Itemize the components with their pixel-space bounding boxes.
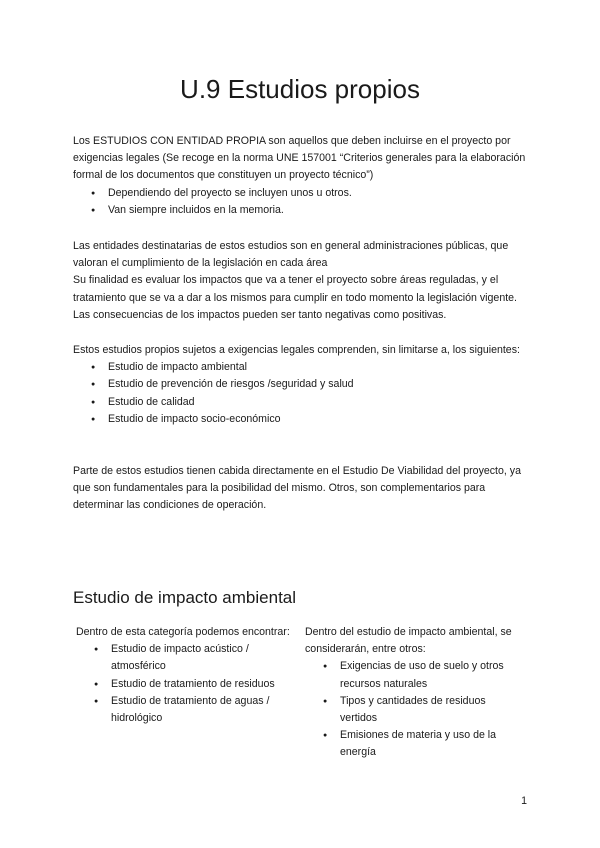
list-item: ● Estudio de calidad xyxy=(91,394,533,411)
list-item: ● Tipos y cantidades de residuos vertidos xyxy=(323,693,520,727)
right-column xyxy=(305,624,520,762)
list-item: ● Emisiones de materia y uso de la energía xyxy=(323,727,520,761)
entities-paragraph: Las entidades destinatarias de estos estudios son en general administraciones públicas, que valoran el cumplimiento de la legislación en cada área xyxy=(73,240,509,270)
studies-intro: Estos estudios propios sujetos a exigencias legales comprenden, sin limitarse a, los siguientes: xyxy=(73,344,520,356)
page-title: U.9 Estudios propios xyxy=(180,74,420,104)
viability-paragraph: Parte de estos estudios tienen cabida directamente en el Estudio De Viabilidad del proyecto, ya que son fundamentales para la posibilidad del mismo. Otros, son complementarios para determinar las condiciones de operación. xyxy=(73,465,521,512)
right-column-intro: Dentro del estudio de impacto ambiental, se considerarán, entre otros: xyxy=(305,626,512,656)
viability-block xyxy=(73,463,533,515)
list-item: ● Estudio de tratamiento de residuos xyxy=(94,676,291,693)
list-item: ● Estudio de impacto socio-económico xyxy=(91,411,533,428)
intro-bullet-list xyxy=(73,185,533,219)
list-item: ● Exigencias de uso de suelo y otros recursos naturales xyxy=(323,658,520,692)
list-item: ● Van siempre incluidos en la memoria. xyxy=(91,202,533,219)
list-item: ● Estudio de impacto ambiental xyxy=(91,359,533,376)
intro-paragraph: Los ESTUDIOS CON ENTIDAD PROPIA son aquellos que deben incluirse en el proyecto por exigencias legales (Se recoge en la norma UNE 157001 “Criterios generales para la elaboración formal de los documentos que constituyen un proyecto técnico”) xyxy=(73,135,526,182)
studies-block xyxy=(73,342,533,428)
left-column xyxy=(76,624,291,727)
right-column-bullet-list xyxy=(305,658,520,761)
left-column-intro: Dentro de esta categoría podemos encontrar: xyxy=(76,626,290,638)
list-item: ● Estudio de prevención de riesgos /seguridad y salud xyxy=(91,376,533,393)
purpose-paragraph: Su finalidad es evaluar los impactos que va a tener el proyecto sobre áreas reguladas, y el tratamiento que se va a dar a los mismos para cumplir en todo momento la legislación vigente. Las consecuencias de los impactos pueden ser tanto negativas como positivas. xyxy=(73,274,517,321)
entities-block xyxy=(73,238,533,324)
left-column-bullet-list xyxy=(76,641,291,727)
list-item: ● Estudio de impacto acústico / atmosférico xyxy=(94,641,291,675)
studies-bullet-list xyxy=(73,359,533,428)
intro-block xyxy=(73,133,533,219)
page-number: 1 xyxy=(521,795,527,807)
list-item: ● Estudio de tratamiento de aguas / hidrológico xyxy=(94,693,291,727)
section-heading: Estudio de impacto ambiental xyxy=(73,588,297,607)
list-item: ● Dependiendo del proyecto se incluyen unos u otros. xyxy=(91,185,533,202)
